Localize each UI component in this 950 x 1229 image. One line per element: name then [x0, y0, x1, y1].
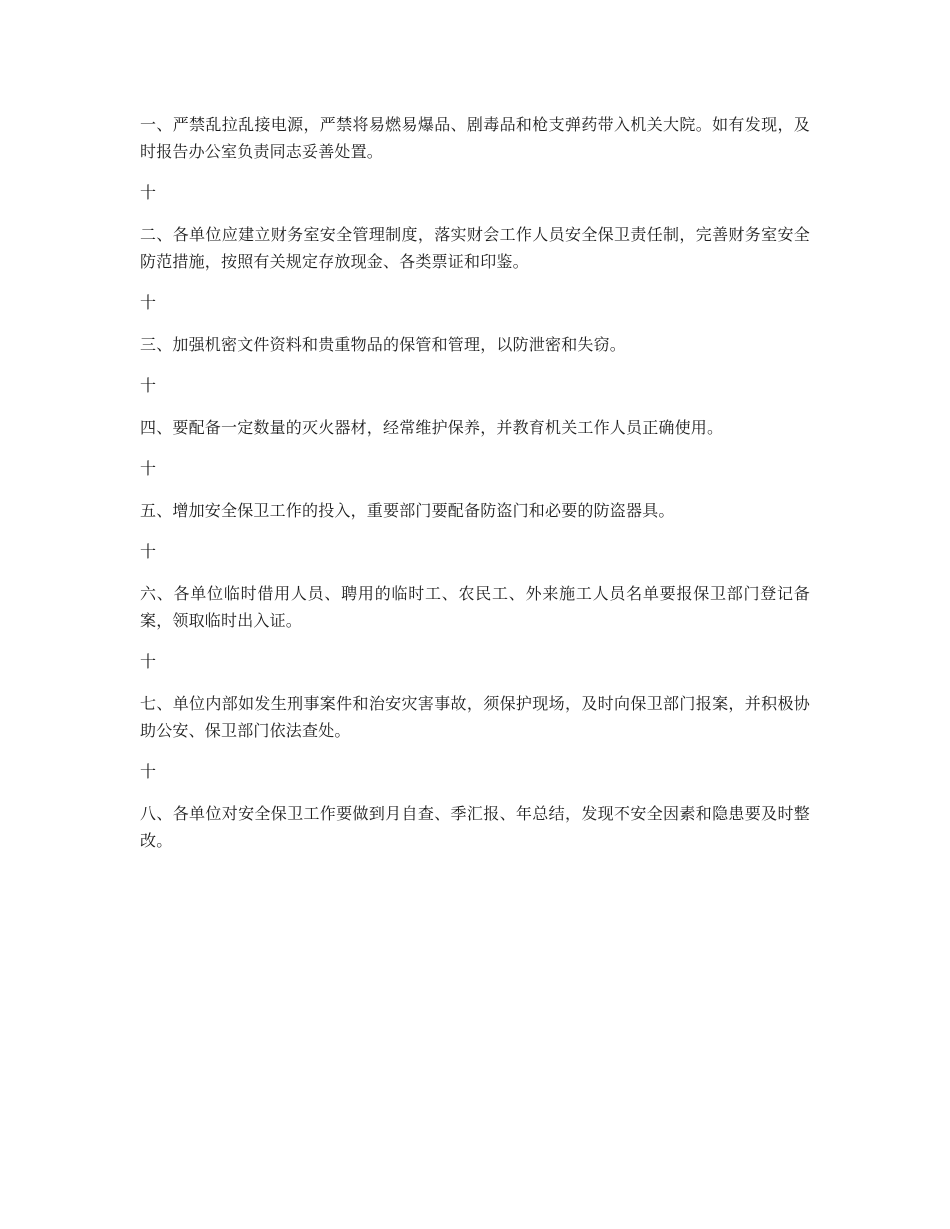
separator-6: 十	[140, 652, 157, 671]
separator-4: 十	[140, 459, 157, 478]
paragraph-4: 四、要配备一定数量的灭火器材，经常维护保养，并教育机关工作人员正确使用。	[140, 418, 724, 437]
separator-5: 十	[140, 542, 157, 561]
paragraph-2: 二、各单位应建立财务室安全管理制度，落实财会工作人员安全保卫责任制，完善财务室安全防范措施，按照有关规定存放现金、各类票证和印鉴。	[140, 225, 810, 271]
paragraph-3: 三、加强机密文件资料和贵重物品的保管和管理，以防泄密和失窃。	[140, 335, 627, 354]
paragraph-1: 一、严禁乱拉乱接电源，严禁将易燃易爆品、剧毒品和枪支弹药带入机关大院。如有发现，及时报告办公室负责同志妥善处置。	[140, 115, 810, 161]
separator-1: 十	[140, 183, 157, 202]
paragraph-7: 七、单位内部如发生刑事案件和治安灾害事故，须保护现场，及时向保卫部门报案，并积极协助公安、保卫部门依法查处。	[140, 694, 810, 740]
separator-2: 十	[140, 293, 157, 312]
paragraph-5: 五、增加安全保卫工作的投入，重要部门要配备防盗门和必要的防盗器具。	[140, 501, 675, 520]
document-body	[140, 111, 810, 854]
separator-7: 十	[140, 762, 157, 781]
paragraph-6: 六、各单位临时借用人员、聘用的临时工、农民工、外来施工人员名单要报保卫部门登记备案，领取临时出入证。	[140, 584, 810, 630]
paragraph-8: 八、各单位对安全保卫工作要做到月自查、季汇报、年总结，发现不安全因素和隐患要及时整改。	[140, 804, 810, 850]
separator-3: 十	[140, 376, 157, 395]
